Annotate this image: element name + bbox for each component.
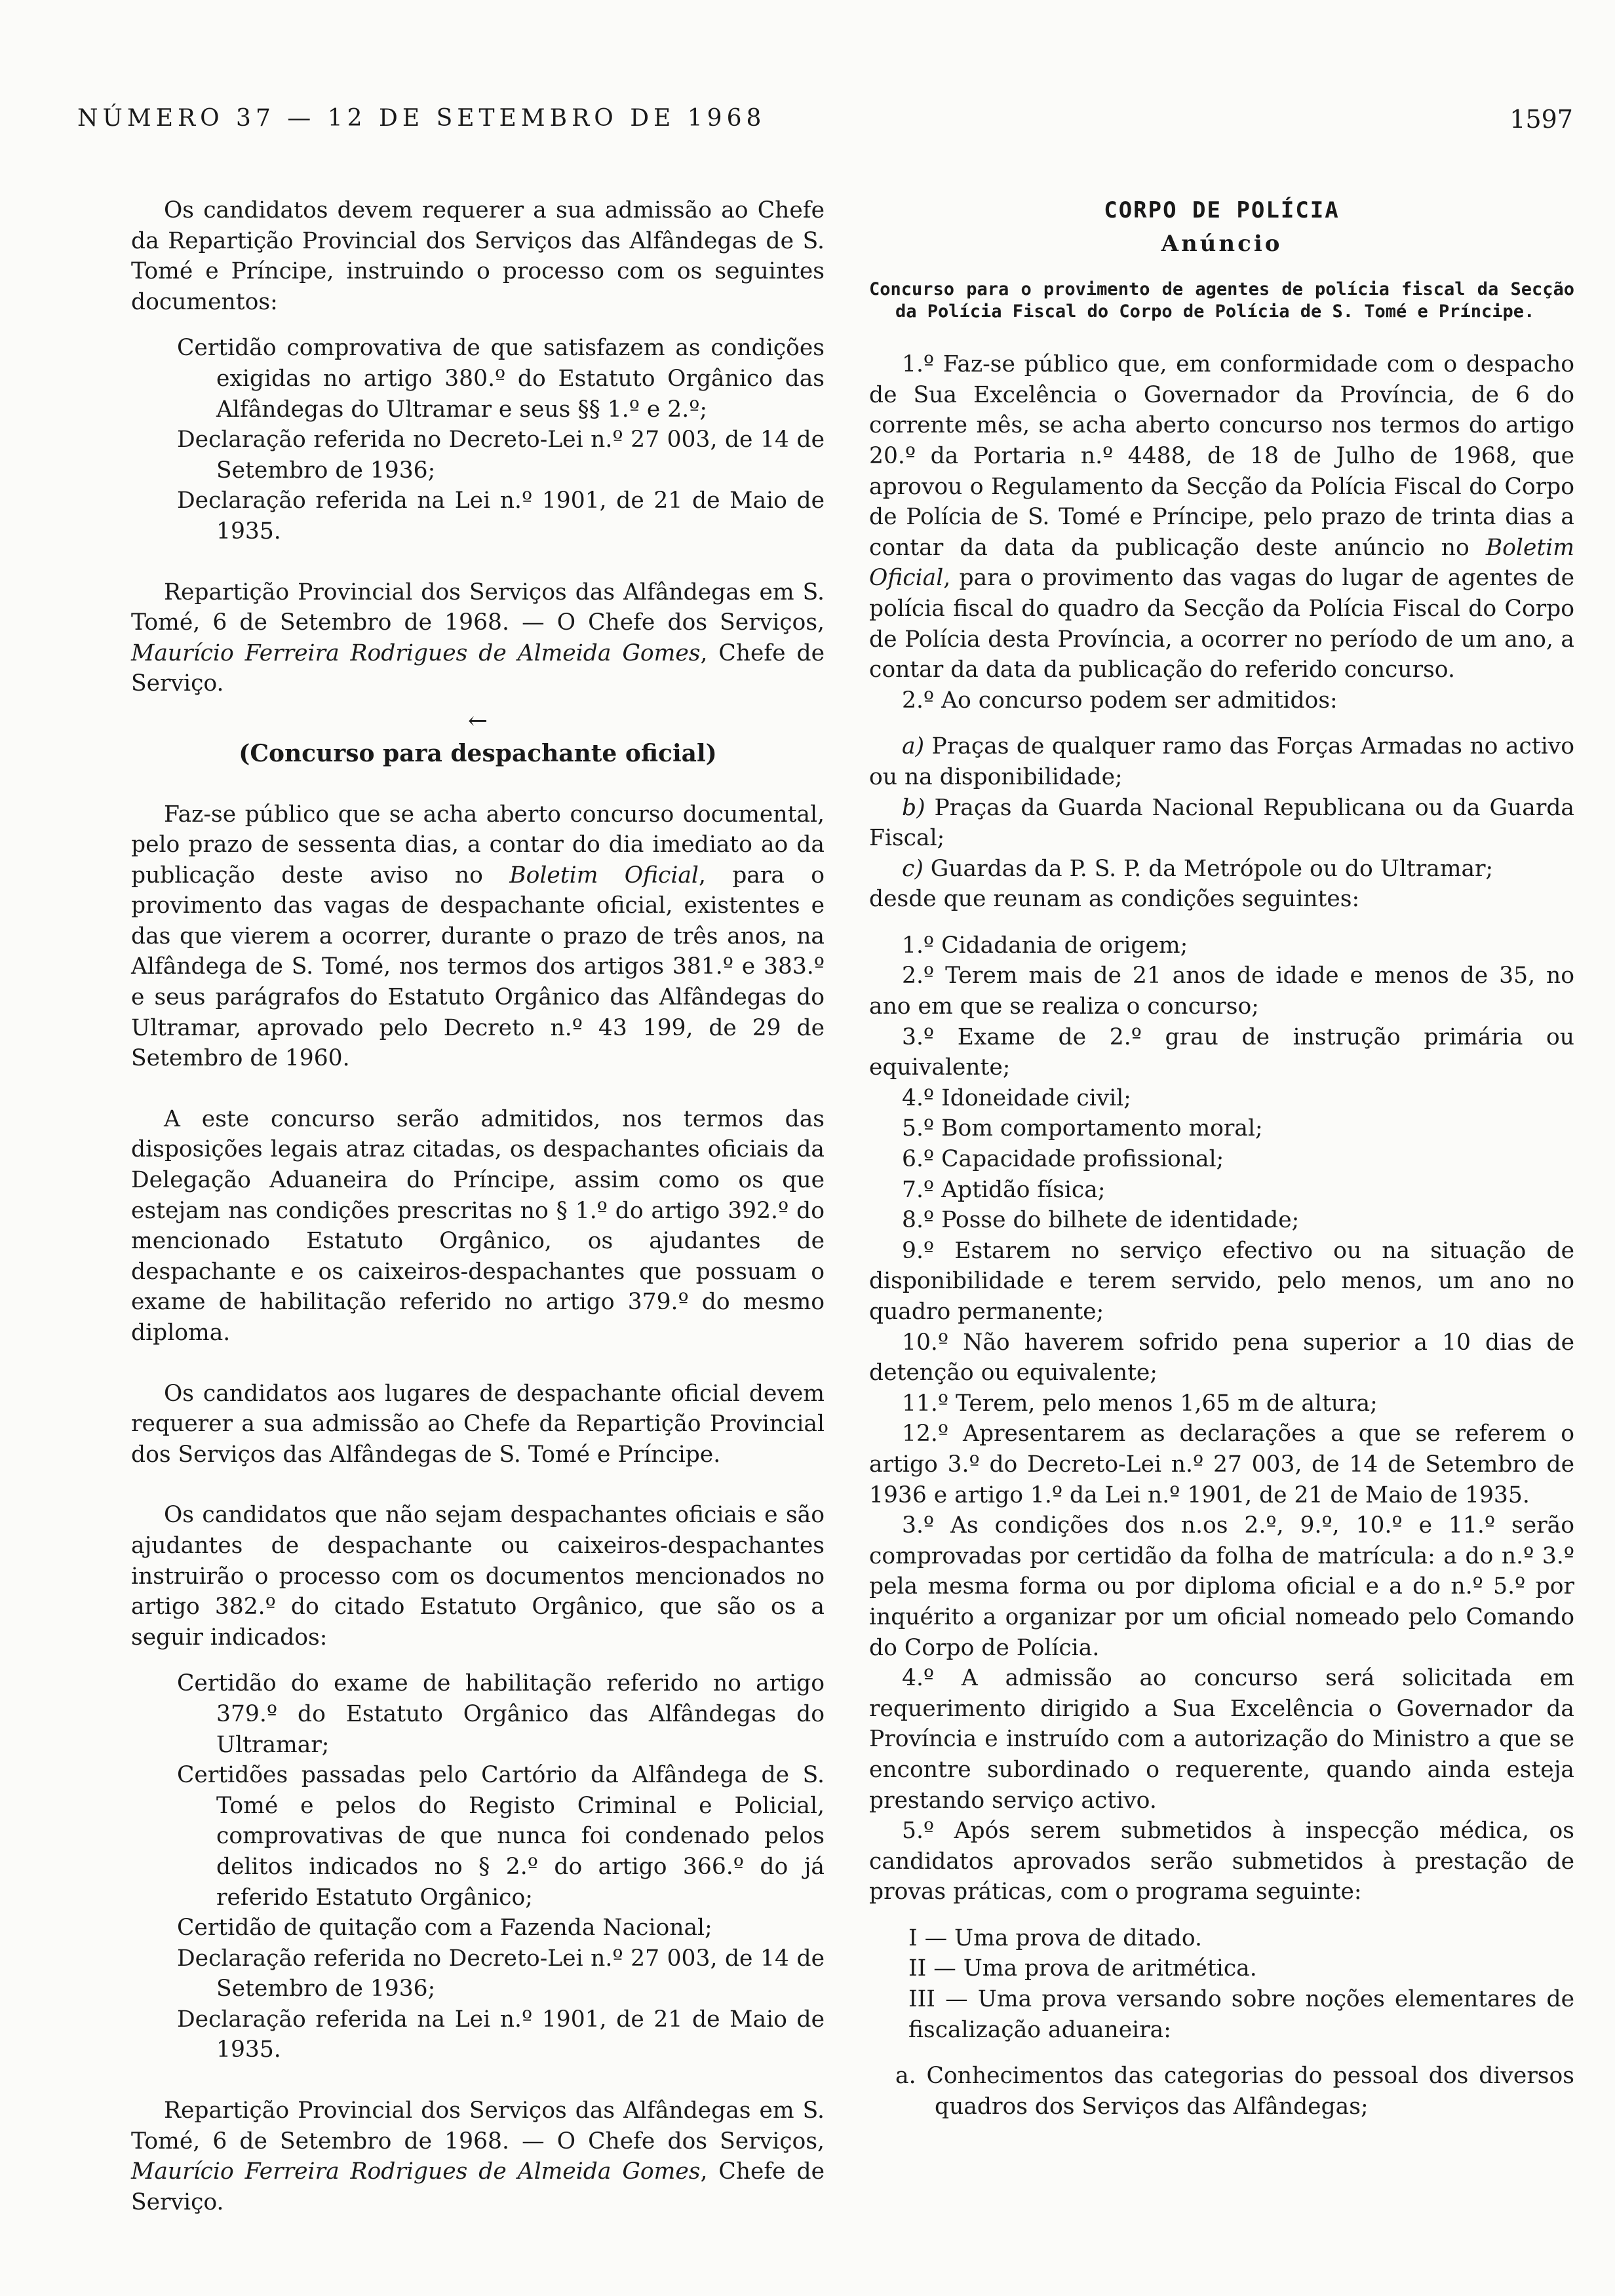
document-item: Certidão de quitação com a Fazenda Nacional; xyxy=(177,1915,712,1942)
condition-item: 7.º Aptidão física; xyxy=(902,1176,1106,1203)
document-item: Certidões passadas pelo Cartório da Alfândega de S. Tomé e pelos do Registo Criminal e Policial, comprovativas de que nunca foi condenado pelos delitos indicados no § 2.º do artigo 366.º do já referido Estatuto Orgânico; xyxy=(177,1762,825,1911)
paragraph-4: Os candidatos que não sejam despachantes oficiais e são ajudantes de despachante ou caixeiros-despachantes instruirão o processo com os documentos mencionados no artigo 382.º do citado Estatuto Orgânico, que são os a seguir indicados: xyxy=(131,1502,825,1651)
article-3: 3.º As condições dos n.os 2.º, 9.º, 10.º e 11.º serão comprovadas por certidão da folha de matrícula: a do n.º 3.º pela mesma forma ou por diploma oficial e a do n.º 5.º por inquérito a organizar por um oficial nomeado pelo Comando do Corpo de Polícia. xyxy=(869,1512,1574,1661)
announcement-heading: Anúncio xyxy=(1161,230,1283,257)
condition-item: 4.º Idoneidade civil; xyxy=(902,1084,1131,1111)
left-column xyxy=(131,195,825,2217)
item-text: Guardas da P. S. P. da Metrópole ou do Ultramar; xyxy=(923,855,1494,882)
department-title: CORPO DE POLÍCIA xyxy=(1104,197,1340,223)
signature-block-2 xyxy=(131,2095,825,2217)
document-item: Declaração referida na Lei n.º 1901, de 21 de Maio de 1935. xyxy=(177,488,825,545)
signature-text: Repartição Provincial dos Serviços das Alfândegas em S. Tomé, 6 de Setembro de 1968. — O Chefe dos Serviços, xyxy=(131,579,825,636)
document-item: Declaração referida na Lei n.º 1901, de 21 de Maio de 1935. xyxy=(177,2006,825,2063)
condition-item: 3.º Exame de 2.º grau de instrução primária ou equivalente; xyxy=(869,1024,1574,1081)
condition-item: 8.º Posse do bilhete de identidade; xyxy=(902,1207,1300,1234)
eligible-item xyxy=(869,854,1574,885)
paragraph-text: 1.º Faz-se público que, em conformidade com o despacho de Sua Excelência o Governador da Província, de 6 do corrente mês, se acha aberto concurso nos termos do artigo 20.º da Portaria n.º 4488, de 18 de Julho de 1968, que aprovou o Regulamento da Secção da Polícia Fiscal do Corpo de Polícia de S. Tomé e Príncipe, pelo prazo de trinta dias a contar da data da publicação deste anúncio no xyxy=(869,351,1574,561)
article-1 xyxy=(869,349,1574,685)
article-5: 5.º Após serem submetidos à inspecção médica, os candidatos aprovados serão submetidos à prestação de provas práticas, com o programa seguinte: xyxy=(869,1818,1574,1905)
condition-item: 5.º Bom comportamento moral; xyxy=(902,1115,1263,1142)
condition-item: 12.º Apresentarem as declarações a que se referem o artigo 3.º do Decreto-Lei n.º 27 003, de 14 de Setembro de 1936 e artigo 1.º da Lei n.º 1901, de 21 de Maio de 1935. xyxy=(869,1421,1574,1508)
page-header xyxy=(77,105,1573,144)
document-item: Certidão do exame de habilitação referido no artigo 379.º do Estatuto Orgânico das Alfândegas do Ultramar; xyxy=(177,1670,825,1758)
article-2: 2.º Ao concurso podem ser admitidos: xyxy=(902,687,1338,714)
paragraph-text: Faz-se público que se acha aberto concurso documental, pelo prazo de sessenta dias, a contar do dia imediato ao da publicação deste aviso no xyxy=(131,801,825,889)
signatory-name: Maurício Ferreira Rodrigues de Almeida Gomes xyxy=(131,2158,701,2185)
item-letter: a) xyxy=(902,733,925,760)
eligible-item xyxy=(869,793,1574,854)
article-4: 4.º A admissão ao concurso será solicitada em requerimento dirigido a Sua Excelência o Governador da Província e instruído com a autorização do Ministro a que se encontre subordinado o requerente, quando ainda esteja prestando serviço activo. xyxy=(869,1665,1574,1814)
paragraph-text: , para o provimento das vagas do lugar de agentes de polícia fiscal do quadro da Secção da Polícia Fiscal do Corpo de Polícia desta Província, a ocorrer no período de um ano, a contar da data da publicação do referido concurso. xyxy=(869,565,1574,683)
publication-name: Boletim Oficial xyxy=(869,534,1574,592)
paragraph-2: A este concurso serão admitidos, nos termos das disposições legais atraz citadas, os despachantes oficiais da Delegação Aduaneira do Príncipe, assim como os que estejam nas condições prescritas no § 1.º do artigo 392.º do mencionado Estatuto Orgânico, os ajudantes de despachante e os caixeiros-despachantes que possuam o exame de habilitação referido no artigo 379.º do mesmo diploma. xyxy=(131,1105,825,1346)
item-letter: c) xyxy=(902,855,924,882)
condition-item: 1.º Cidadania de origem; xyxy=(902,932,1188,959)
condition-item: 11.º Terem, pelo menos 1,65 m de altura; xyxy=(902,1390,1378,1417)
separator-arrow: ← xyxy=(467,707,488,735)
eligible-tail: desde que reunam as condições seguintes: xyxy=(869,886,1360,913)
paragraph-text: , para o provimento das vagas de despachante oficial, existentes e das que vierem a ocorrer, durante o prazo de três anos, na Alfândega de S. Tomé, nos termos dos artigos 381.º e 383.º e seus parágrafos do Estatuto Orgânico das Alfândegas do Ultramar, aprovado pelo Decreto n.º 43 199, de 29 de Setembro de 1960. xyxy=(131,862,825,1072)
exam-item: III — Uma prova versando sobre noções elementares de fiscalização aduaneira: xyxy=(908,1986,1574,2043)
exam-list xyxy=(869,1923,1574,2045)
right-column xyxy=(869,195,1574,2122)
page-number: 1597 xyxy=(1509,105,1573,134)
signature-block-1 xyxy=(131,577,825,699)
condition-item: 6.º Capacidade profissional; xyxy=(902,1146,1224,1173)
condition-item: 2.º Terem mais de 21 anos de idade e menos de 35, no ano em que se realiza o concurso; xyxy=(869,963,1574,1020)
publication-name: Boletim Oficial xyxy=(509,862,699,889)
exam-item: I — Uma prova de ditado. xyxy=(908,1924,1202,1951)
condition-item: 10.º Não haverem sofrido pena superior a 10 dias de detenção ou equivalente; xyxy=(869,1329,1574,1387)
eligible-item xyxy=(869,731,1574,792)
signature-suffix: , Chefe de Serviço. xyxy=(131,640,825,697)
condition-item: 9.º Estarem no serviço efectivo ou na situação de disponibilidade e terem servido, pelo menos, um ano no quadro permanente; xyxy=(869,1237,1574,1325)
item-text: Praças da Guarda Nacional Republicana ou da Guarda Fiscal; xyxy=(869,794,1574,852)
exam-item: II — Uma prova de aritmética. xyxy=(908,1955,1257,1982)
documents-list-1 xyxy=(131,333,825,546)
paragraph-1 xyxy=(131,799,825,1074)
paragraph-3: Os candidatos aos lugares de despachante oficial devem requerer a sua admissão ao Chefe da Repartição Provincial dos Serviços das Alfândegas de S. Tomé e Príncipe. xyxy=(131,1380,825,1468)
signatory-name: Maurício Ferreira Rodrigues de Almeida Gomes xyxy=(131,640,701,666)
issue-header: NÚMERO 37 — 12 DE SETEMBRO DE 1968 xyxy=(77,105,766,132)
exam-subitem: a. Conhecimentos das categorias do pessoal dos diversos quadros dos Serviços das Alfândegas; xyxy=(895,2063,1574,2120)
conditions-list xyxy=(869,930,1574,1510)
contest-description: Concurso para o provimento de agentes de polícia fiscal da Secção da Polícia Fiscal do Corpo de Polícia de S. Tomé e Príncipe. xyxy=(869,279,1574,322)
document-item: Declaração referida no Decreto-Lei n.º 27 003, de 14 de Setembro de 1936; xyxy=(177,427,825,484)
document-item: Certidão comprovativa de que satisfazem as condições exigidas no artigo 380.º do Estatuto Orgânico das Alfândegas do Ultramar e seus §§ 1.º e 2.º; xyxy=(177,335,825,423)
item-text: Praças de qualquer ramo das Forças Armadas no activo ou na disponibilidade; xyxy=(869,733,1574,790)
document-item: Declaração referida no Decreto-Lei n.º 27 003, de 14 de Setembro de 1936; xyxy=(177,1945,825,2002)
intro-paragraph: Os candidatos devem requerer a sua admissão ao Chefe da Repartição Provincial dos Serviços das Alfândegas de S. Tomé e Príncipe, instruindo o processo com os seguintes documentos: xyxy=(131,197,825,315)
section-title: (Concurso para despachante oficial) xyxy=(239,739,717,767)
signature-suffix: , Chefe de Serviço. xyxy=(131,2158,825,2215)
signature-text: Repartição Provincial dos Serviços das Alfândegas em S. Tomé, 6 de Setembro de 1968. — O Chefe dos Serviços, xyxy=(131,2097,825,2154)
eligible-list xyxy=(869,731,1574,915)
documents-list-2 xyxy=(131,1668,825,2065)
item-letter: b) xyxy=(902,794,925,821)
